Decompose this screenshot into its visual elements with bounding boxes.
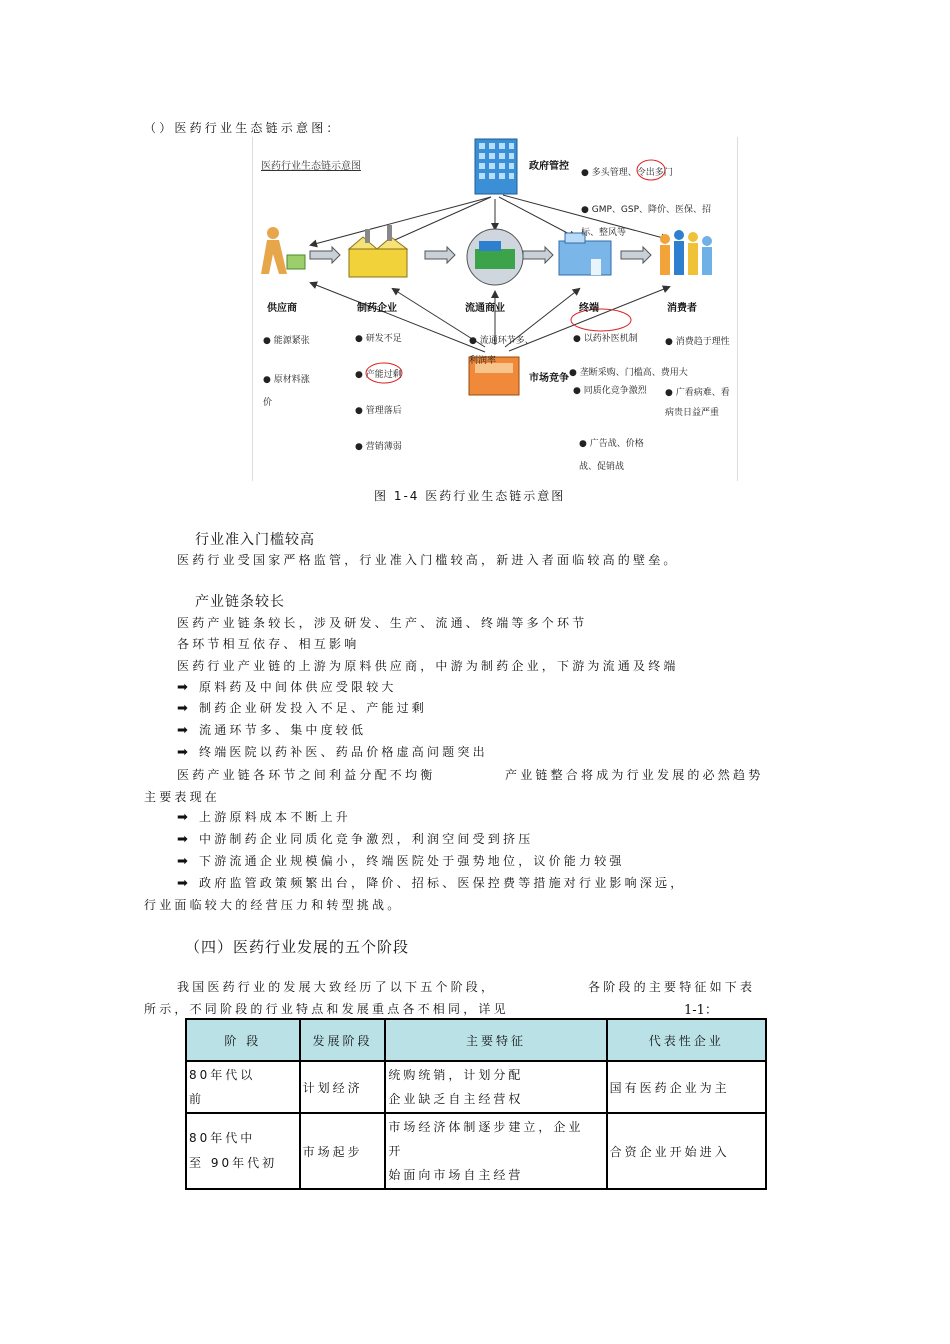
section-heading-barrier: 行业准入门槛较高 [195, 532, 315, 548]
table-cell-features: 统购统销，计划分配 企业缺乏自主经营权 [385, 1061, 606, 1113]
pharma-bullet: ● 营销薄弱 [355, 442, 402, 452]
paragraph-line: 医药行业产业链的上游为原料供应商，中游为制药企业，下游为流通及终端 [177, 659, 679, 673]
consumer-bullet: ● 广看病难、看病贵日益严重 [665, 388, 730, 418]
table-cell-reps: 国有医药企业为主 [607, 1061, 766, 1113]
distribution-icon [467, 229, 523, 285]
gov-bullet-1: ● 多头管理、令出多门 [581, 168, 673, 178]
supplier-bullet: ● 原材料涨价 [263, 375, 310, 408]
arrow-bullet-item: ➡ 终端医院以药补医、药品价格虚高问题突出 [177, 745, 488, 760]
table-header-cell: 主要特征 [385, 1019, 606, 1061]
arrow-right-icon: ➡ [177, 723, 188, 738]
terminal-bullet: ● 同质化竞争激烈 [573, 386, 647, 396]
pharma-bullet: ● 产能过剩 [355, 370, 402, 380]
node-supplier: 供应商 [267, 303, 297, 314]
terminal-bullet: ● 垄断采购、门槛高、费用大 [569, 368, 688, 378]
ecosystem-diagram [252, 137, 738, 481]
paragraph-line: 医药产业链条较长，涉及研发、生产、流通、终端等多个环节 [177, 616, 588, 630]
terminal-bullet: ● 广告战、价格战、促销战 [579, 439, 644, 472]
terminal-bullet: ● 以药补医机制 [573, 334, 638, 344]
section-heading-chain: 产业链条较长 [195, 594, 285, 610]
market-label: 市场竞争 [529, 373, 569, 384]
table-row [186, 1113, 766, 1189]
pharma-bullet: ● 研发不足 [355, 334, 402, 344]
paragraph-line: 各环节相互依存、相互影响 [177, 637, 360, 651]
arrow-right-icon: ➡ [177, 854, 188, 869]
node-pharma: 制药企业 [357, 303, 397, 314]
gov-bullet-2: ● GMP、GSP、降价、医保、招标、整风等 [581, 205, 712, 238]
table-cell-period: 80年代中 至 90年代初 [186, 1113, 300, 1189]
arrow-bullet-item: ➡ 原料药及中间体供应受限较大 [177, 680, 397, 695]
diagram-title: 医药行业生态链示意图 [261, 161, 361, 172]
consumer-bullet: ● 消费趋于理性 [665, 337, 730, 347]
intro-line: （）医药行业生态链示意图： [144, 121, 342, 135]
arrow-right-icon: ➡ [177, 745, 188, 760]
arrow-right-icon: ➡ [177, 701, 188, 716]
arrow-right-icon: ➡ [177, 810, 188, 825]
arrow-right-icon: ➡ [177, 680, 188, 695]
arrow-bullet-item: ➡ 下游流通企业规模偏小，终端医院处于强势地位，议价能力较强 [177, 854, 625, 869]
paragraph-line: 各阶段的主要特征如下表 [588, 980, 756, 994]
table-header-cell: 代表性企业 [607, 1019, 766, 1061]
node-distribution: 流通商业 [465, 303, 505, 314]
arrow-bullet-item: ➡ 流通环节多、集中度较低 [177, 723, 367, 738]
stages-table [185, 1018, 767, 1190]
distribution-bullet: ● 流通环节多、利润率 [469, 336, 534, 366]
paragraph-line: 我国医药行业的发展大致经历了以下五个阶段， [177, 980, 497, 994]
table-header-cell: 发展阶段 [300, 1019, 386, 1061]
table-cell-reps: 合资企业开始进入 [607, 1113, 766, 1189]
node-consumer: 消费者 [667, 303, 697, 314]
arrow-bullet-item: ➡ 政府监管政策频繁出台，降价、招标、医保控费等措施对行业影响深远， [177, 876, 686, 891]
paragraph-line: 所示，不同阶段的行业特点和发展重点各不相同，详见 [144, 1002, 509, 1016]
figure-caption: 图 1-4 医药行业生态链示意图 [374, 489, 566, 503]
section-heading-stages: （四）医药行业发展的五个阶段 [185, 938, 410, 956]
node-terminal: 终端 [579, 303, 599, 314]
table-cell-period: 80年代以 前 [186, 1061, 300, 1113]
paragraph-line: 行业面临较大的经营压力和转型挑战。 [144, 898, 403, 912]
arrow-right-icon: ➡ [177, 876, 188, 891]
arrow-bullet-item: ➡ 上游原料成本不断上升 [177, 810, 352, 825]
table-cell-stage: 市场起步 [300, 1113, 386, 1189]
arrow-right-icon: ➡ [177, 832, 188, 847]
government-building-icon [475, 139, 517, 194]
arrow-bullet-item: ➡ 制药企业研发投入不足、产能过剩 [177, 701, 428, 716]
arrow-bullet-item: ➡ 中游制药企业同质化竞争激烈，利润空间受到挤压 [177, 832, 534, 847]
paragraph-line: 主要表现在 [144, 790, 221, 804]
supplier-icon [261, 227, 305, 274]
section-text-barrier: 医药行业受国家严格监管，行业准入门槛较高，新进入者面临较高的壁垒。 [177, 553, 679, 567]
paragraph-line: 产业链整合将成为行业发展的必然趋势 [505, 768, 764, 782]
table-header-cell: 阶 段 [186, 1019, 300, 1061]
table-reference: 1-1： [684, 1003, 718, 1018]
table-cell-features: 市场经济体制逐步建立，企业 开 始面向市场自主经营 [385, 1113, 606, 1189]
table-header-row [186, 1019, 766, 1061]
gov-label: 政府管控 [529, 161, 569, 172]
paragraph-line: 医药产业链各环节之间利益分配不均衡 [177, 768, 436, 782]
supplier-bullet: ● 能源紧张 [263, 336, 310, 346]
table-row [186, 1061, 766, 1113]
pharma-bullet: ● 管理落后 [355, 406, 402, 416]
table-cell-stage: 计划经济 [300, 1061, 386, 1113]
